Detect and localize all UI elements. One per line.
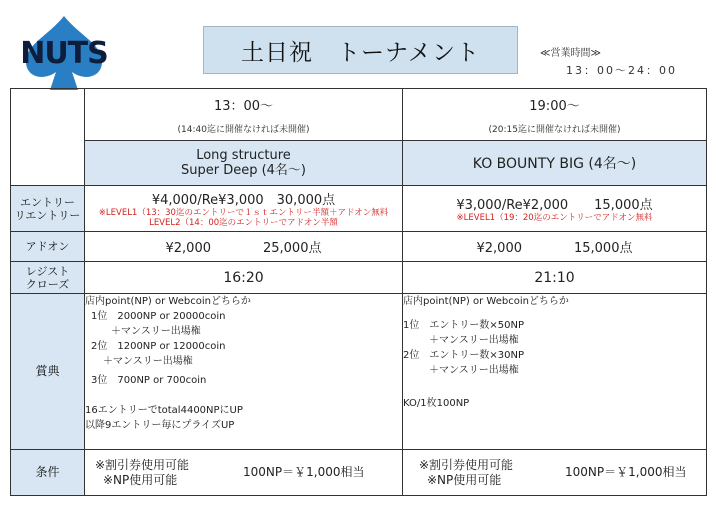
- label-line: リエントリー: [14, 208, 81, 222]
- prize-line: ＋マンスリー出場権: [111, 326, 201, 337]
- name-line: Long structure: [196, 148, 291, 163]
- name-line: KO BOUNTY BIG (4名～): [472, 156, 637, 172]
- entry-note: LEVEL2（14：00迄のエントリーでアドオン半額: [149, 218, 338, 228]
- prize-cell-1: [85, 294, 403, 450]
- prize-line: 1位 2000NP or 20000coin: [91, 311, 226, 322]
- prize-line: 店内point(NP) or Webcoinどちらか: [403, 296, 569, 307]
- row-label-prize: 賞典: [11, 294, 85, 450]
- cond-rate: 100NP＝￥1,000相当: [243, 465, 365, 479]
- start-time: 19:00～: [529, 98, 580, 114]
- row-label-addon: アドオン: [11, 232, 85, 262]
- cond-line: ※NP使用可能: [103, 472, 178, 487]
- cond-line: ※割引券使用可能: [95, 457, 190, 472]
- tournament-name-2: [403, 141, 707, 186]
- table-row: [11, 186, 707, 232]
- logo-text: NUTS: [20, 36, 108, 71]
- addon-cell-1: ¥2,000 25,000点: [85, 232, 403, 262]
- prize-line: KO/1枚100NP: [403, 398, 470, 409]
- hours-label: ≪営業時間≫: [540, 48, 601, 59]
- time-cell-1: [85, 89, 403, 141]
- prize-line: 2位 エントリー数×30NP: [403, 350, 524, 361]
- table-row: [11, 89, 707, 141]
- prize-line: ＋マンスリー出場権: [103, 356, 193, 367]
- prize-cell-2: [403, 294, 707, 450]
- prize-line: 以降9エントリー毎にプライズUP: [85, 420, 235, 431]
- label-line: クローズ: [25, 277, 70, 291]
- name-line: Super Deep (4名～): [180, 163, 307, 178]
- prize-line: 店内point(NP) or Webcoinどちらか: [85, 296, 251, 307]
- time-cell-2: [403, 89, 707, 141]
- cond-cell-2: [403, 450, 707, 496]
- table-row: [11, 294, 707, 450]
- tournament-name-1: [85, 141, 403, 186]
- time-note: (20:15迄に開催なければ未開催): [488, 124, 621, 135]
- entry-note: ※LEVEL1（19：20迄のエントリーでアドオン無料: [456, 213, 653, 223]
- table-row: [11, 450, 707, 496]
- prize-line: 1位 エントリー数×50NP: [403, 320, 524, 331]
- tournament-table: [10, 88, 707, 496]
- reg-close-1: 16:20: [85, 262, 403, 294]
- cond-cell-1: [85, 450, 403, 496]
- table-row: [11, 232, 707, 262]
- table-row: [11, 141, 707, 186]
- prize-line: 16エントリーでtotal4400NPにUP: [85, 405, 243, 416]
- cond-rate: 100NP＝￥1,000相当: [565, 465, 687, 479]
- entry-fee: ¥3,000/Re¥2,000 15,000点: [456, 198, 653, 213]
- hours-value: 13：00～24：00: [566, 64, 677, 77]
- prize-line: ＋マンスリー出場権: [429, 365, 519, 376]
- prize-line: 3位 700NP or 700coin: [91, 375, 207, 386]
- row-label-cond: 条件: [11, 450, 85, 496]
- entry-cell-2: [403, 186, 707, 232]
- entry-fee: ¥4,000/Re¥3,000 30,000点: [151, 193, 336, 208]
- label-line: エントリー: [20, 195, 75, 209]
- reg-close-2: 21:10: [403, 262, 707, 294]
- prize-line: ＋マンスリー出場権: [429, 335, 519, 346]
- addon-cell-2: ¥2,000 15,000点: [403, 232, 707, 262]
- row-label-entry: [11, 186, 85, 232]
- cond-line: ※NP使用可能: [427, 472, 502, 487]
- start-time: 13：00～: [213, 98, 274, 114]
- nuts-logo: [18, 14, 110, 92]
- time-note: (14:40迄に開催なければ未開催): [177, 124, 310, 135]
- entry-note: ※LEVEL1（13：30迄のエントリーで１ｓｔエントリー半額＋アドオン無料: [98, 208, 389, 218]
- table-row: [11, 262, 707, 294]
- corner-cell: [11, 89, 85, 186]
- cond-line: ※割引券使用可能: [419, 457, 514, 472]
- row-label-reg-close: [11, 262, 85, 294]
- label-line: レジスト: [25, 264, 70, 278]
- entry-cell-1: [85, 186, 403, 232]
- page-title: 土日祝 トーナメント: [203, 26, 518, 74]
- prize-line: 2位 1200NP or 12000coin: [91, 341, 226, 352]
